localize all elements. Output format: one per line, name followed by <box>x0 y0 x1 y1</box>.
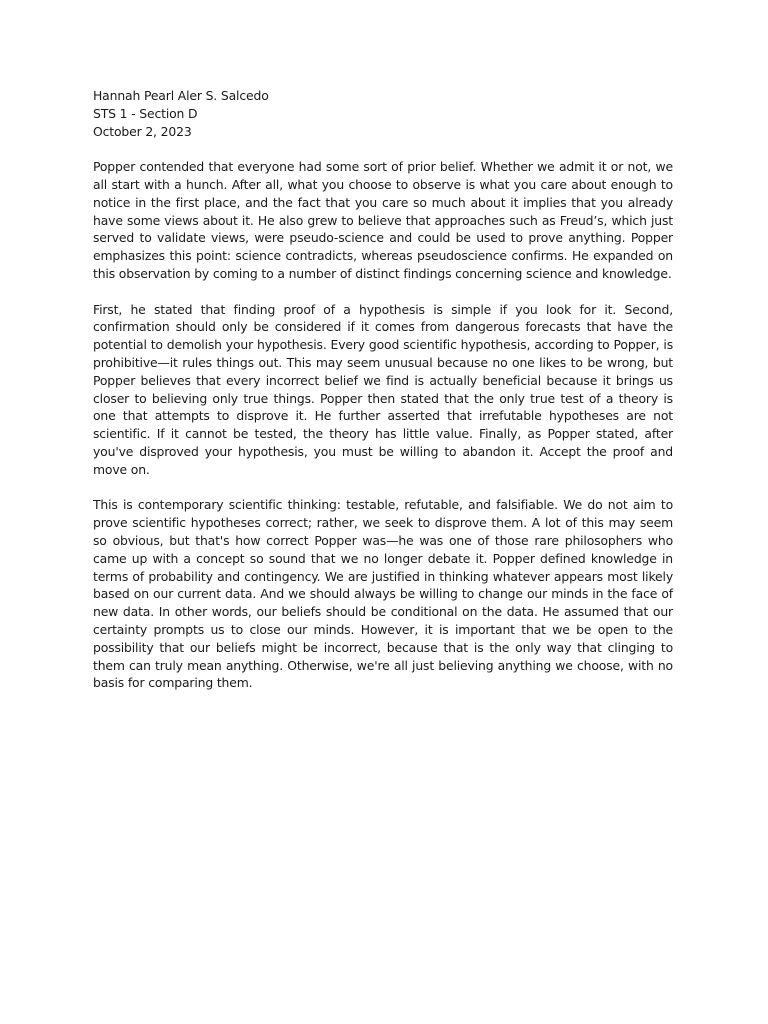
course-section: STS 1 - Section D <box>93 105 198 121</box>
document-header <box>93 87 673 140</box>
paragraph-1: Popper contended that everyone had some sort of prior belief. Whether we admit it or not, we all start with a hunch. After all, what you choose to observe is what you care about enough to notice in the first place, and the fact that you care so much about it implies that you already have some views about it. He also grew to believe that approaches such as Freud’s, which just served to validate views, were pseudo-science and could be used to prove anything. Popper emphasizes this point: science contradicts, whereas pseudoscience confirms. He expanded on this observation by coming to a number of distinct findings concerning science and knowledge. <box>93 159 673 281</box>
paragraph-2: First, he stated that finding proof of a hypothesis is simple if you look for it. Second, confirmation should only be considered if it comes from dangerous forecasts that have the potential to demolish your hypothesis. Every good scientific hypothesis, according to Popper, is prohibitive—it rules things out. This may seem unusual because no one likes to be wrong, but Popper believes that every incorrect belief we find is actually beneficial because it brings us closer to believing only true things. Popper then stated that the only true test of a theory is one that attempts to disprove it. He further asserted that irrefutable hypotheses are not scientific. If it cannot be tested, the theory has little value. Finally, as Popper stated, after you've disproved your hypothesis, you must be willing to abandon it. Accept the proof and move on. <box>93 301 673 477</box>
paragraph-3: This is contemporary scientific thinking: testable, refutable, and falsifiable. We do not aim to prove scientific hypotheses correct; rather, we seek to disprove them. A lot of this may seem so obvious, but that's how correct Popper was—he was one of those rare philosophers who came up with a concept so sound that we no longer debate it. Popper defined knowledge in terms of probability and contingency. We are justified in thinking whatever appears most likely based on our current data. And we should always be willing to change our minds in the face of new data. In other words, our beliefs should be conditional on the data. He assumed that our certainty prompts us to close our minds. However, it is important that we be open to the possibility that our beliefs might be incorrect, because that is the only way that clinging to them can truly mean anything. Otherwise, we're all just believing anything we choose, with no basis for comparing them. <box>93 497 673 691</box>
document-body <box>93 87 673 710</box>
author-name: Hannah Pearl Aler S. Salcedo <box>93 88 269 103</box>
document-date: October 2, 2023 <box>93 123 192 139</box>
